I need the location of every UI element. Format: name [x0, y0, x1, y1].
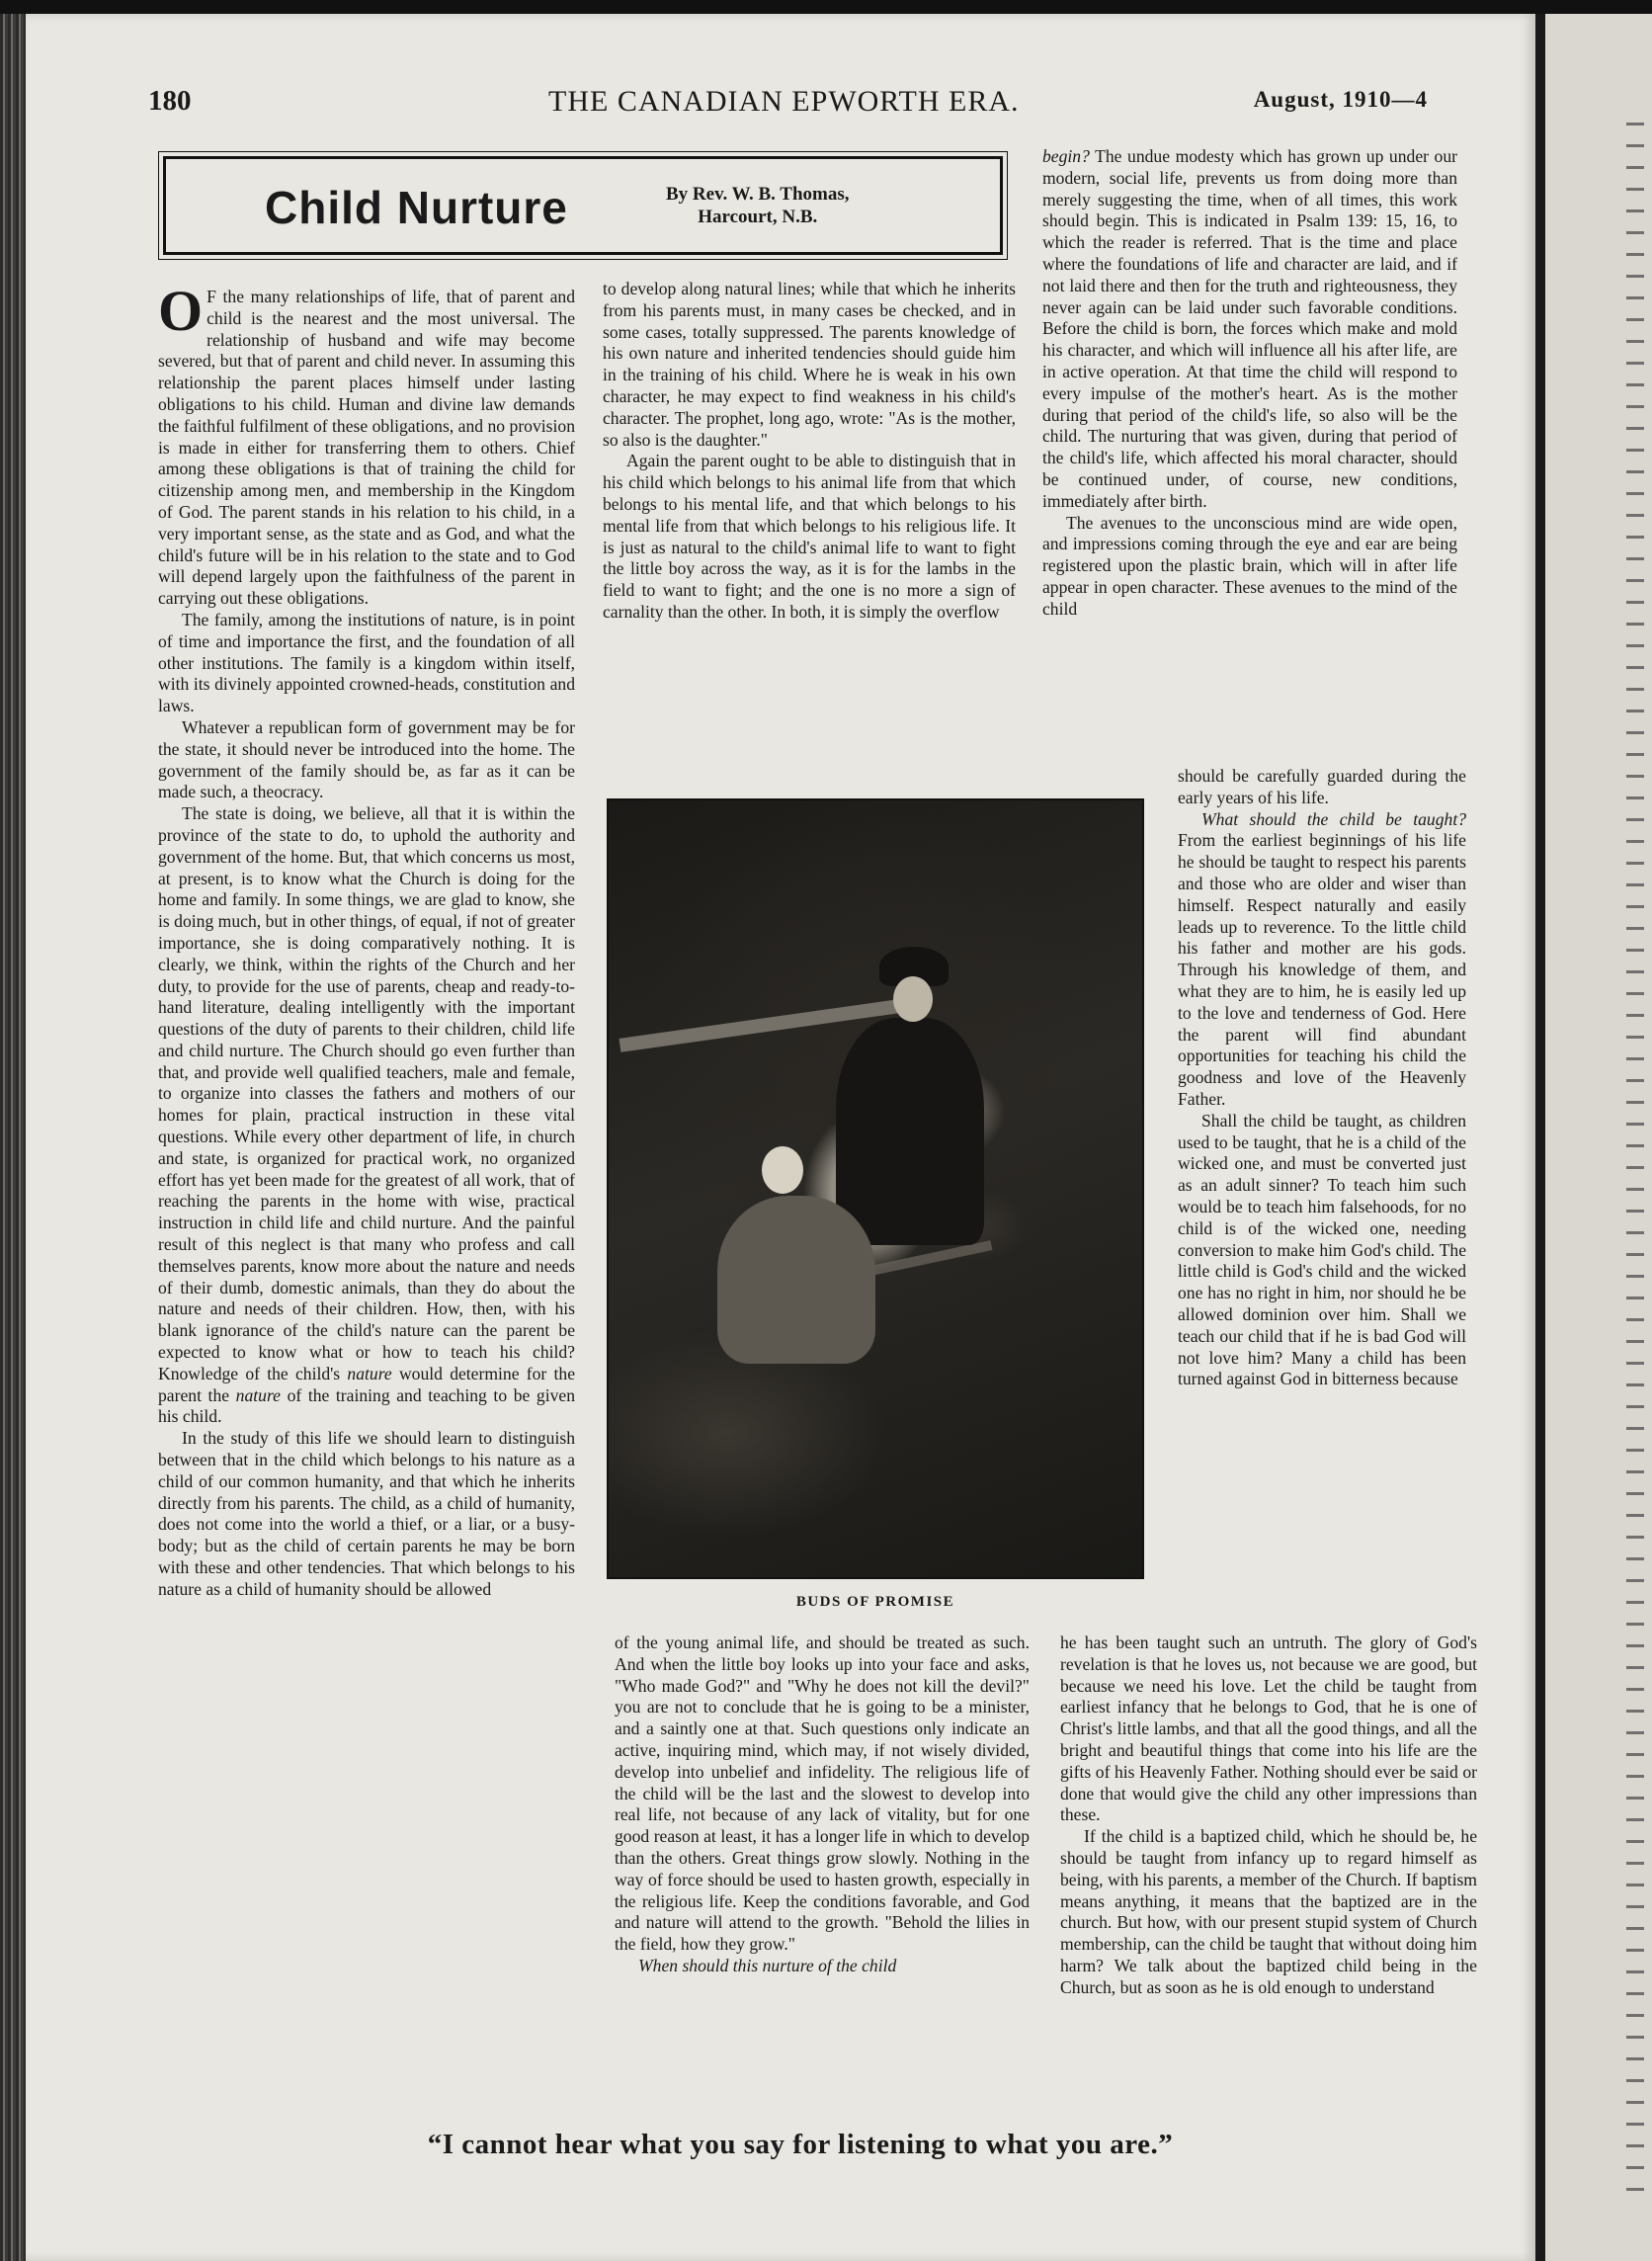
- byline-author: By Rev. W. B. Thomas,: [666, 184, 850, 205]
- photograph-two-children: [607, 798, 1144, 1579]
- paragraph: Whatever a republican form of government may be for the state, it should never be introduced into the home. The government of the family should be, as far as it can be made such, a theocracy.: [158, 716, 575, 802]
- book-binding-edge: [0, 14, 26, 2261]
- running-head: [148, 85, 1452, 125]
- photo-face: [893, 976, 933, 1022]
- byline-location: Harcourt, N.B.: [698, 207, 818, 227]
- column-2-top: [603, 279, 1016, 624]
- paragraph: The avenues to the unconscious mind are wide open, and impressions coming through the eye and ear are being registered upon the plastic brain, which will in after life appear in open character. These avenues to the mind of the child: [1042, 512, 1457, 619]
- scan-top-edge: [0, 0, 1652, 14]
- issue-date: August, 1910—4: [1253, 87, 1428, 112]
- journal-title: THE CANADIAN EPWORTH ERA.: [548, 85, 1020, 118]
- article-byline: [666, 183, 849, 228]
- photo-face: [762, 1146, 803, 1194]
- paragraph: The family, among the institutions of nature, is in point of time and importance the first, and the foundation of all other institutions. The family is a kingdom within itself, with its divinely appointed crowned-heads, constitution and laws.: [158, 609, 575, 716]
- paragraph: Again the parent ought to be able to distinguish that in his child which belongs to his animal life from that which belongs to his mental life, and that which belongs to his mental life from that which belongs to his religious life. It is just as natural to the child's animal life to want to fight the little boy across the way, as it is for the lambs in the field to want to fight; and the one is no more a sign of carnality than the other. In both, it is simply the overflow: [603, 451, 1016, 622]
- paragraph: Shall the child be taught, as children used to be taught, that he is a child of the wicked one, and must be converted just as an adult sinner? To teach him such would be to teach him falsehoods, for no child is of the wicked one, needing conversion to make him God's child. The little child is God's child and the wicked one has no right in him, nor should he be allowed dominion over him. Shall we teach our child that if he is bad God will not love him? Many a child has been turned against God in bitterness because: [1178, 1110, 1466, 1389]
- column-1: [158, 279, 576, 1601]
- page-number: 180: [148, 85, 192, 117]
- paragraph: In the study of this life we should learn to distinguish between that in the child which belongs to his nature as a child of our common humanity, and that which he inherits directly from his parents. The child, as a child of humanity, does not come into the world a thief, or a liar, or a busy-body; but as the child of certain parents he may be born with these and other tendencies. That which belongs to his nature as a child of humanity should be allowed: [158, 1428, 575, 1599]
- paragraph: of the young animal life, and should be treated as such. And when the little boy looks up into your face and asks, "Who made God?" and "Why he does not kill the devil?" you are not to conclude that he is going to be a minister, and a saintly one at that. Such questions only indicate an active, inquiring mind, which may, if not wisely divided, develop into unbelief and infidelity. The religious life of the child will be the last and the slowest to develop into real life, not because of any lack of vitality, but for one good reason at least, it has a longer life in which to develop than the others. Great things grow slowly. Nothing in the way of force should be used to hasten growth, especially in the religious life. Keep the conditions favorable, and God and nature will attend to the growth. "Behold the lilies in the field, how they grow.": [615, 1633, 1030, 1955]
- next-page-text-fragments: [1626, 123, 1644, 2198]
- paragraph: The state is doing, we believe, all that it is within the province of the state to do, to uphold the authority and government of the home. But, that which concerns us most, at present, is to know what the Church is doing for the home and family. In some things, we are glad to know, she is doing much, but in other things, of equal, if not of greater importance, she is doing comparatively nothing. It is clearly, we think, within the rights of the Church and her duty, to provide for the use of parents, cheap and ready-to-hand literature, dealing intelligently with the important questions of the duty of parents to their children, child life and child nurture. The Church should go even further than that, and provide well qualified teachers, male and female, to organize into classes the fathers and mothers of our homes for plain, practical instruction in these vital questions. While every other department of life, in church and state, is organized for practical work, no organized effort has yet been made for the greatest of all work, that of reaching the parents in the home with wise, practical instruction in child life and child nurture. And the painful result of this neglect is that many who profess and call themselves parents, know more about the nature and needs of their dumb, domestic animals, than they do about the nature and needs of their children. How, then, with his blank ignorance of the child's nature can the parent be expected to know what or how to teach his child? Knowledge of the child's nature would determine for the parent the nature of the training and teaching to be given his child.: [158, 803, 576, 1427]
- paragraph: begin? The undue modesty which has grown up under our modern, social life, prevents us from doing more than merely suggesting the time, when of all times, this work should begin. This is indicated in Psalm 139: 15, 16, to which the reader is referred. That is the time and place where the foundations of life and character are laid, and if not laid there and then for the truth and righteousness, they never again can be laid under such favorable conditions. Before the child is born, the forces which make and mold his character, and which will influence all his after life, are in active operation. At that time the child will respond to every impulse of the mother's heart. As is the mother during that period of the child's life, so also will be the child. The nurturing that was given, during that period of the child's life, which affected his moral character, should be continued under, of course, new conditions, immediately after birth.: [1042, 146, 1457, 511]
- paragraph: O F the many relationships of life, that of parent and child is the nearest and the most universal. The relationship of husband and wife may become severed, but that of parent and child never. In assuming this relationship the parent places himself under lasting obligations to his child. Human and divine law demands the faithful fulfilment of these obligations, and no provision is made in either for transferring them to others. Chief among these obligations is that of training the child for citizenship among men, and membership in the Kingdom of God. The parent stands in his relation to his child, in a very important sense, as the state and as God, and what the child's future will be in his relation to the state and to God will depend largely upon the faithfulness of the parent in carrying out these obligations.: [158, 279, 575, 609]
- paragraph: he has been taught such an untruth. The glory of God's revelation is that he loves us, not because we are good, but because we need his love. Let the child be taught from earliest infancy that he belongs to God, that he is one of Christ's little lambs, and that all the good things, and all the bright and beautiful things that come into his life are the gifts of his Heavenly Father. Nothing should ever be said or done that would give the child any other impressions than these.: [1060, 1633, 1477, 1825]
- column-3-middle: [1178, 766, 1466, 1390]
- paragraph: to develop along natural lines; while that which he inherits from his parents must, in many cases be checked, and in some cases, totally suppressed. The parents knowledge of his own nature and inherited tendencies should guide him in the training of his child. Where he is weak in his own character, he may expect to find weakness in his child's character. The prophet, long ago, wrote: "As is the mother, so also is the daughter.": [603, 279, 1016, 450]
- paragraph: should be carefully guarded during the early years of his life.: [1178, 766, 1466, 807]
- article-title-box: [163, 156, 1003, 255]
- column-2-bottom: [615, 1633, 1030, 1977]
- footer-quote: “I cannot hear what you say for listening to what you are.”: [427, 2129, 1174, 2160]
- drop-cap: O: [158, 279, 204, 343]
- next-page-edge: [1535, 14, 1652, 2261]
- article-title: Child Nurture: [265, 182, 568, 233]
- photo-caption: BUDS OF PROMISE: [795, 1594, 955, 1610]
- photo-older-child: [836, 1018, 984, 1245]
- column-3-top: [1042, 146, 1457, 621]
- section-subhead: When should this nurture of the child: [638, 1955, 897, 1975]
- column-3-bottom: [1060, 1633, 1477, 1999]
- photo-younger-child: [717, 1196, 875, 1364]
- paragraph: What should the child be taught? From the earliest beginnings of his life he should be taught to respect his parents and those who are older and wiser than himself. Respect naturally and easily leads up to reverence. To the little child his father and mother are his gods. Through his knowledge of them, and what they are to him, he is easily led up to the love and tenderness of God. Here the parent will find abundant opportunities for teaching his child the goodness and love of the Heavenly Father.: [1178, 808, 1466, 1109]
- paragraph: If the child is a baptized child, which he should be, he should be taught from infancy up to regard himself as being, with his parents, a member of the Church. If baptism means anything, it means that the baptized are in the church. But how, with our present stupid system of Church membership, can the child be taught that without doing him harm? We talk about the baptized child being in the Church, but as soon as he is old enough to understand: [1060, 1826, 1477, 1997]
